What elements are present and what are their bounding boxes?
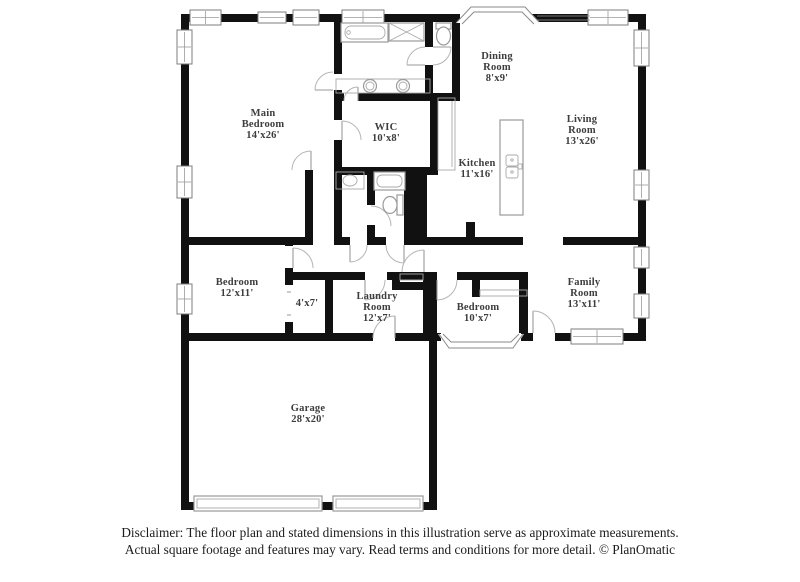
room-name-line: Garage [290,403,326,414]
wall-bedroom10-closet [472,272,480,297]
walls [181,14,646,510]
gap-laundry-door [365,272,387,280]
room-dims: 4'x7' [295,298,319,309]
label-closet-4x7 [296,298,319,309]
room-name-line: Dining [481,51,513,62]
bathtub2-icon [374,172,405,190]
room-name-line: Living [566,114,598,125]
wall-toilet-dining [452,14,460,101]
wall-corridor [305,170,313,245]
door-water-heater [402,250,424,272]
garage-door-2 [333,496,423,511]
door-mainbed [292,151,311,170]
gap-bath-door [334,74,342,90]
label-laundry-room [356,291,398,324]
gap-family-door [533,333,555,341]
label-main-bedroom [242,108,285,141]
wall-bath-hall [358,93,460,101]
room-name-line: WIC [374,122,398,133]
room-dims: 14'x26' [246,130,280,141]
door-wic [342,121,361,140]
wall-top-left [181,14,460,22]
door-family [533,311,555,333]
room-name-line: Family [567,277,601,288]
window [634,170,649,200]
room-name-line: Bedroom [215,277,259,288]
wall-middle-left [181,237,313,245]
toilet2-icon [383,195,403,215]
label-family-room [568,277,601,310]
door-bath2 [350,245,367,262]
room-name-line: Room [483,62,511,73]
room-dims: 10'x7' [463,313,493,324]
wall-left [181,14,189,510]
toilet-icon [436,23,451,45]
room-name-line: Room [363,302,391,313]
wall-laundry-left [325,272,333,341]
wall-mainbed-wic [334,140,342,245]
bathtub-icon [341,23,388,42]
label-garage [291,403,326,425]
window [258,12,286,23]
bay-dining-mask [456,6,540,23]
wall-kitchen-bottom [404,237,523,245]
wall-laundry-right [423,272,431,333]
gap-bedroom12-door [285,246,293,268]
door-bedroom10 [437,280,457,300]
room-name-line: Kitchen [458,158,496,169]
room-name-line: Bedroom [241,119,285,130]
kitchen-island [500,120,523,215]
window [177,30,192,64]
label-living-room [565,114,599,147]
gap-toilet-door [425,47,433,65]
window [177,166,192,198]
gap-bath2-door [350,237,367,245]
garage-door-1 [194,496,322,511]
window [588,10,628,25]
window [177,284,192,314]
door-bedroom12 [293,248,313,268]
window [634,294,649,318]
wall-vanity-stub [334,93,344,101]
wall-counter-stub [466,222,475,237]
wall-hall-stub [374,237,386,245]
room-dims: 12'x7' [362,313,392,324]
wall-bedroom10-right [519,272,528,341]
window [571,329,623,344]
room-name-line: Laundry [356,291,398,302]
wall-family-top [563,237,638,245]
window [634,30,649,66]
room-name-line: Room [570,288,598,299]
disclaimer-line1: Disclaimer: The floor plan and stated dimensions in this illustration serve as approximate measurements. [121,525,679,540]
room-name-line: Bedroom [456,302,500,313]
room-dims: 13'x11' [567,299,601,310]
wall-shower-toilet-a [425,22,433,47]
room-dims: 8'x9' [485,73,509,84]
kitchen-counter [438,98,455,170]
window [190,10,221,25]
door-toilet [433,47,451,65]
gap-wic-door [334,120,342,140]
gap-closet-bifold [285,285,293,322]
label-bedroom-12x11 [216,277,259,299]
window [634,247,649,268]
room-dims: 13'x26' [565,136,599,147]
label-kitchen [459,158,496,180]
room-dims: 11'x16' [460,169,494,180]
gap-garage-door [373,333,395,341]
label-wic [372,122,400,144]
wall-wic-kitchen [430,96,438,175]
door-shower [407,47,425,65]
disclaimer-line2: Actual square footage and features may vary. Read terms and conditions for more detail. © PlanOmatic [124,542,676,558]
label-bedroom-10x7 [457,302,500,324]
chimney-block [404,175,427,242]
room-dims: 10'x8' [371,133,401,144]
room-name-line: Room [568,125,596,136]
gap-bedroom10-door [437,272,457,280]
room-dims: 12'x11' [220,288,254,299]
room-dims: 28'x20' [291,414,325,425]
vanity-double-sink-icon [336,79,430,93]
shower-icon [389,23,424,41]
label-dining-room [481,51,513,84]
window [293,10,319,25]
door-mainbath [315,72,333,90]
disclaimer [0,524,800,559]
room-name-line: Main [250,108,276,119]
door-kitchen-hall [386,245,404,263]
